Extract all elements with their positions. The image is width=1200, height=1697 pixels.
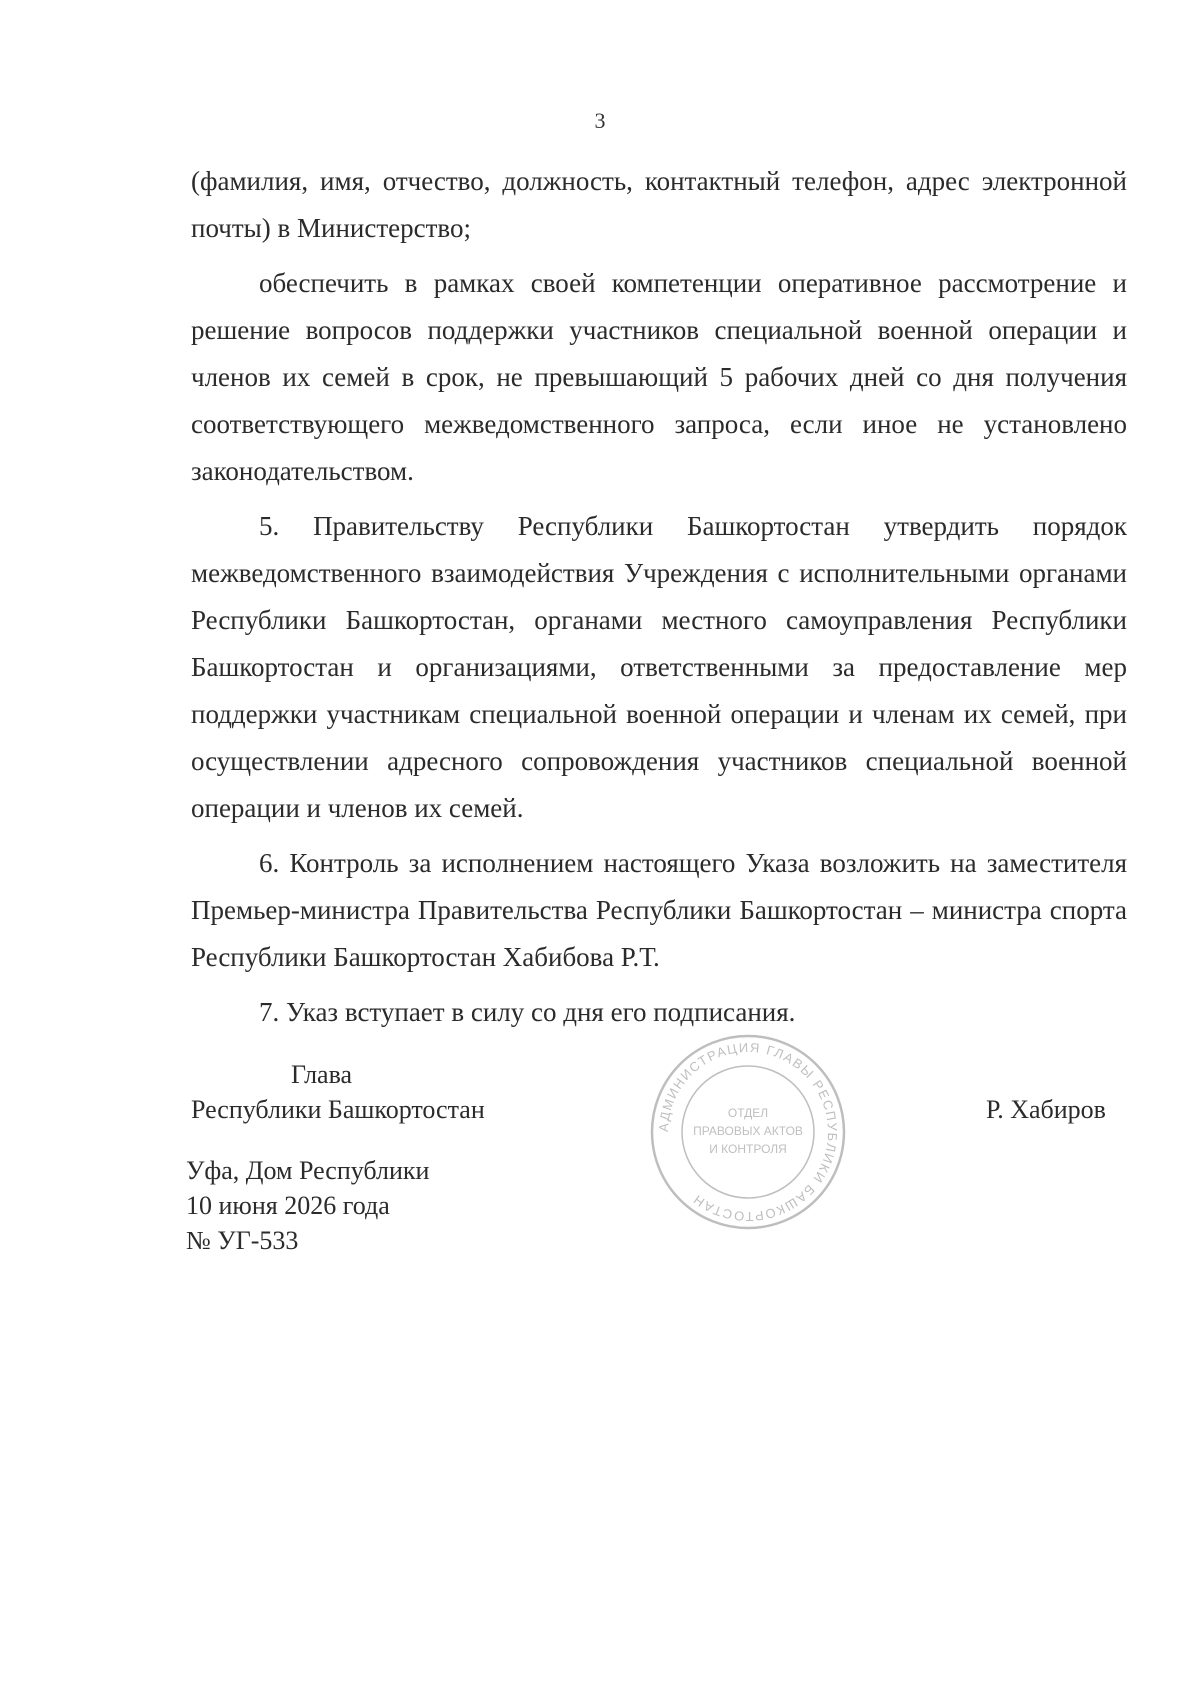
stamp-outer-text: АДМИНИСТРАЦИЯ ГЛАВЫ РЕСПУБЛИКИ БАШКОРТОСТАН — [655, 1039, 841, 1225]
document-number: № УГ-533 — [186, 1226, 299, 1255]
paragraph-item-7: 7. Указ вступает в силу со дня его подписания. — [259, 997, 796, 1027]
stamp-line2: ПРАВОВЫХ АКТОВ — [693, 1124, 803, 1138]
document-body — [191, 158, 1127, 1036]
document-location: Уфа, Дом Республики — [186, 1156, 430, 1185]
stamp-line3: И КОНТРОЛЯ — [709, 1142, 787, 1156]
signer-title-line1: Глава — [291, 1060, 353, 1089]
stamp-line1: ОТДЕЛ — [727, 1106, 769, 1120]
signer-title-line2: Республики Башкортостан — [191, 1095, 485, 1124]
signer-name: Р. Хабиров — [986, 1095, 1106, 1124]
document-place-date-number — [186, 1153, 429, 1258]
paragraph-review-requests: обеспечить в рамках своей компетенции оперативное рассмотрение и решение вопросов поддержки участников специальной военной операции и членов их семей в срок, не превышающий 5 рабочих дней со дня получения соответствующего межведомственного запроса, если иное не установлено законодательством. — [191, 268, 1127, 486]
official-stamp — [648, 1032, 848, 1232]
paragraph-item-6: 6. Контроль за исполнением настоящего Указа возложить на заместителя Премьер-министра Правительства Республики Башкортостан – министра спорта Республики Башкортостан Хабибова Р.Т. — [191, 848, 1127, 972]
page-number: 3 — [594, 108, 606, 133]
signer-title — [191, 1057, 485, 1127]
paragraph-item-5: 5. Правительству Республики Башкортостан утвердить порядок межведомственного взаимодействия Учреждения с исполнительными органами Республики Башкортостан, органами местного самоуправления Республики Башкортостан и организациями, ответственными за предоставление мер поддержки участникам специальной военной операции и членам их семей, при осуществлении адресного сопровождения участников специальной военной операции и членов их семей. — [191, 511, 1127, 823]
paragraph-contact-details: (фамилия, имя, отчество, должность, контактный телефон, адрес электронной почты) в Министерство; — [191, 166, 1127, 243]
document-date: 10 июня 2026 года — [186, 1191, 390, 1220]
